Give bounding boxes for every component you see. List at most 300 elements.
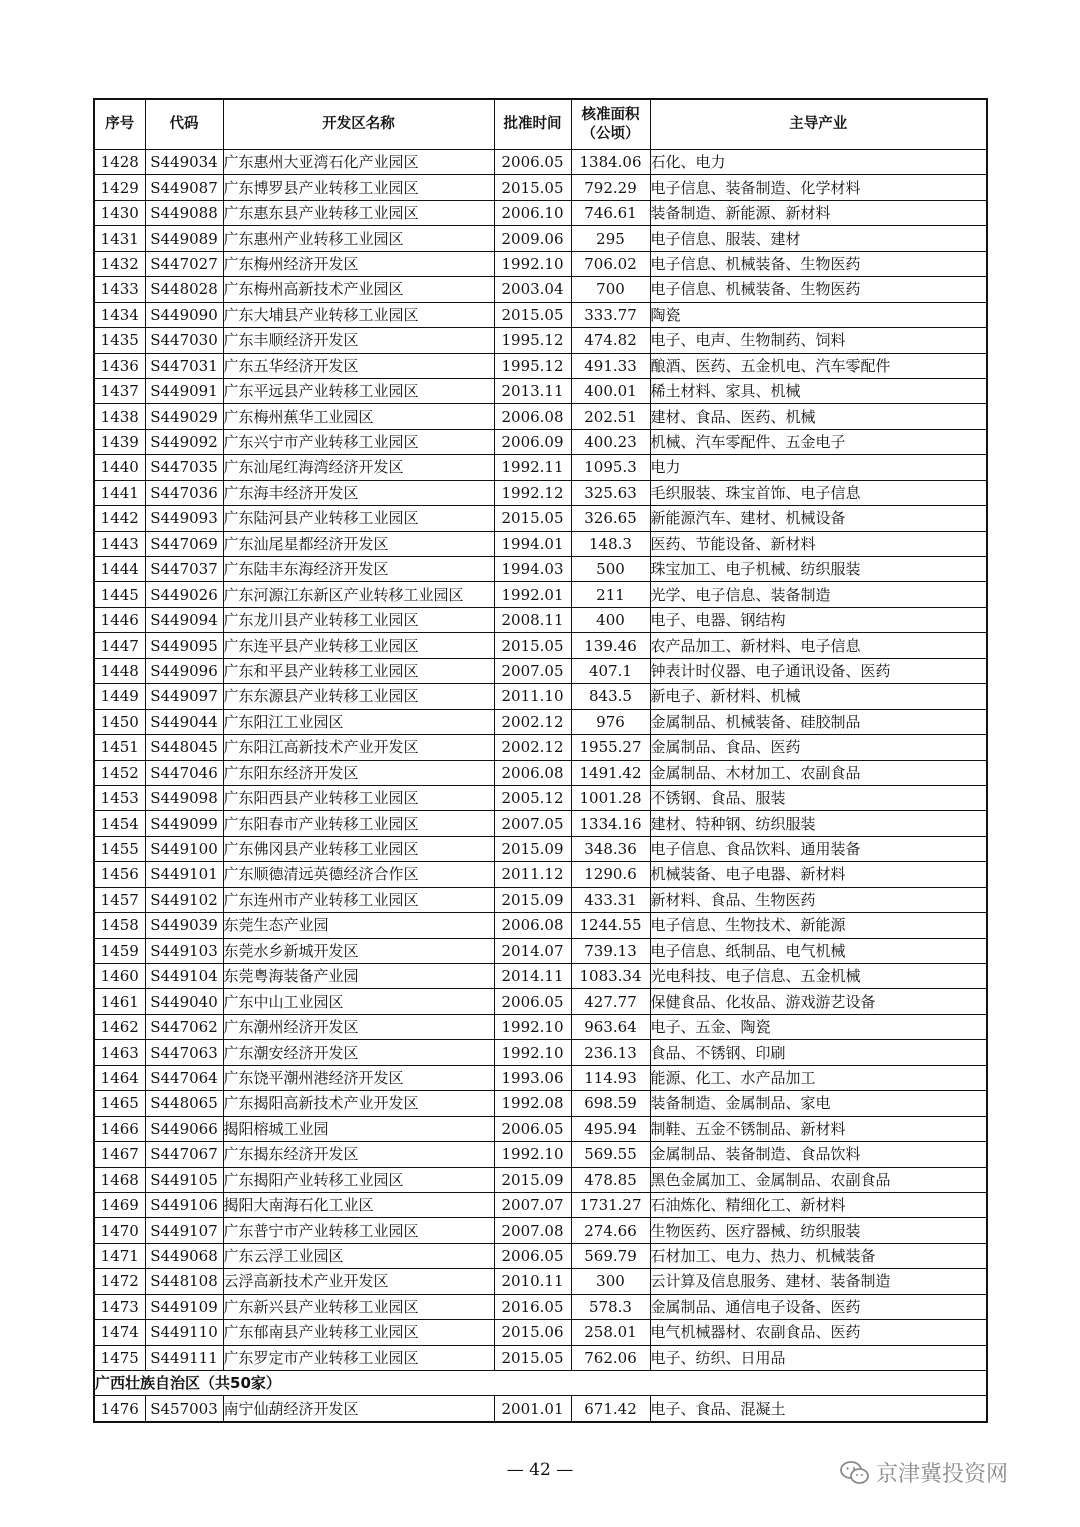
cell-approval-date: 2002.12 — [494, 735, 571, 760]
table-row — [94, 836, 987, 861]
cell-industry: 电子信息、生物技术、新能源 — [650, 913, 987, 938]
cell-area: 211 — [571, 582, 650, 607]
cell-industry: 农产品加工、新材料、电子信息 — [650, 633, 987, 658]
cell-area: 400.01 — [571, 378, 650, 403]
cell-zone-name: 广东阳江高新技术产业开发区 — [223, 735, 494, 760]
table-row — [94, 531, 987, 556]
cell-area: 400.23 — [571, 429, 650, 454]
cell-index: 1460 — [94, 964, 145, 989]
cell-zone-name: 广东揭阳产业转移工业园区 — [223, 1167, 494, 1192]
cell-approval-date: 2015.05 — [494, 506, 571, 531]
cell-industry: 新电子、新材料、机械 — [650, 684, 987, 709]
table-row — [94, 811, 987, 836]
cell-code: S449068 — [145, 1243, 223, 1268]
cell-area: 1384.06 — [571, 150, 650, 175]
cell-area: 792.29 — [571, 175, 650, 200]
cell-industry: 电子信息、机械装备、生物医药 — [650, 251, 987, 276]
table-row — [94, 226, 987, 251]
cell-index: 1454 — [94, 811, 145, 836]
cell-index: 1463 — [94, 1040, 145, 1065]
cell-industry: 金属制品、木材加工、农副食品 — [650, 760, 987, 785]
header-code: 代码 — [145, 99, 223, 150]
cell-zone-name: 广东龙川县产业转移工业园区 — [223, 607, 494, 632]
cell-index: 1472 — [94, 1269, 145, 1294]
cell-zone-name: 广东陆丰东海经济开发区 — [223, 557, 494, 582]
cell-approval-date: 2007.05 — [494, 658, 571, 683]
table-row — [94, 735, 987, 760]
cell-approval-date: 1995.12 — [494, 353, 571, 378]
table-row — [94, 760, 987, 785]
cell-industry: 生物医药、医疗器械、纺织服装 — [650, 1218, 987, 1243]
cell-area: 114.93 — [571, 1065, 650, 1090]
cell-code: S449100 — [145, 836, 223, 861]
header-area — [571, 99, 650, 150]
cell-index: 1475 — [94, 1345, 145, 1370]
cell-code: S449097 — [145, 684, 223, 709]
cell-code: S449098 — [145, 785, 223, 810]
cell-code: S449096 — [145, 658, 223, 683]
cell-area: 1491.42 — [571, 760, 650, 785]
cell-industry: 光学、电子信息、装备制造 — [650, 582, 987, 607]
cell-approval-date: 2007.08 — [494, 1218, 571, 1243]
cell-area: 578.3 — [571, 1294, 650, 1319]
watermark-text: 京津冀投资网 — [876, 1462, 1009, 1487]
cell-code: S449101 — [145, 862, 223, 887]
cell-index: 1456 — [94, 862, 145, 887]
header-area-line2: （公顷） — [581, 125, 640, 142]
cell-zone-name: 广东连平县产业转移工业园区 — [223, 633, 494, 658]
table-row — [94, 709, 987, 734]
table-row — [94, 1192, 987, 1217]
cell-code: S449090 — [145, 302, 223, 327]
cell-code: S449095 — [145, 633, 223, 658]
cell-area: 569.79 — [571, 1243, 650, 1268]
cell-zone-name: 广东陆河县产业转移工业园区 — [223, 506, 494, 531]
table-row — [94, 1345, 987, 1370]
cell-approval-date: 2003.04 — [494, 277, 571, 302]
cell-area: 843.5 — [571, 684, 650, 709]
cell-area: 300 — [571, 1269, 650, 1294]
cell-index: 1476 — [94, 1396, 145, 1422]
table-row — [94, 1396, 987, 1422]
table-row — [94, 1116, 987, 1141]
cell-approval-date: 1993.06 — [494, 1065, 571, 1090]
cell-index: 1452 — [94, 760, 145, 785]
cell-approval-date: 1992.10 — [494, 1014, 571, 1039]
cell-approval-date: 2009.06 — [494, 226, 571, 251]
cell-zone-name: 广东汕尾红海湾经济开发区 — [223, 455, 494, 480]
cell-approval-date: 2006.05 — [494, 989, 571, 1014]
cell-index: 1455 — [94, 836, 145, 861]
table-row — [94, 175, 987, 200]
cell-area: 1334.16 — [571, 811, 650, 836]
cell-area: 348.36 — [571, 836, 650, 861]
header-date: 批准时间 — [494, 99, 571, 150]
cell-industry: 电子、五金、陶瓷 — [650, 1014, 987, 1039]
cell-index: 1458 — [94, 913, 145, 938]
table-row — [94, 1269, 987, 1294]
cell-approval-date: 2014.07 — [494, 938, 571, 963]
cell-area: 400 — [571, 607, 650, 632]
cell-approval-date: 2006.08 — [494, 913, 571, 938]
table-row — [94, 1091, 987, 1116]
cell-code: S449040 — [145, 989, 223, 1014]
cell-approval-date: 2015.09 — [494, 836, 571, 861]
cell-area: 258.01 — [571, 1320, 650, 1345]
cell-approval-date: 1995.12 — [494, 328, 571, 353]
cell-index: 1444 — [94, 557, 145, 582]
cell-zone-name: 广东河源江东新区产业转移工业园区 — [223, 582, 494, 607]
cell-industry: 钟表计时仪器、电子通讯设备、医药 — [650, 658, 987, 683]
cell-index: 1470 — [94, 1218, 145, 1243]
table-row — [94, 938, 987, 963]
cell-area: 762.06 — [571, 1345, 650, 1370]
header-name: 开发区名称 — [223, 99, 494, 150]
cell-area: 706.02 — [571, 251, 650, 276]
cell-approval-date: 1992.10 — [494, 1142, 571, 1167]
cell-industry: 能源、化工、水产品加工 — [650, 1065, 987, 1090]
table-row — [94, 378, 987, 403]
cell-zone-name: 广东云浮工业园区 — [223, 1243, 494, 1268]
cell-area: 976 — [571, 709, 650, 734]
table-row — [94, 200, 987, 225]
cell-index: 1443 — [94, 531, 145, 556]
cell-industry: 电气机械器材、农副食品、医药 — [650, 1320, 987, 1345]
cell-index: 1440 — [94, 455, 145, 480]
cell-approval-date: 2015.09 — [494, 1167, 571, 1192]
cell-index: 1465 — [94, 1091, 145, 1116]
cell-approval-date: 1994.01 — [494, 531, 571, 556]
cell-index: 1434 — [94, 302, 145, 327]
cell-index: 1474 — [94, 1320, 145, 1345]
cell-index: 1469 — [94, 1192, 145, 1217]
cell-zone-name: 广东兴宁市产业转移工业园区 — [223, 429, 494, 454]
cell-industry: 酿酒、医药、五金机电、汽车零配件 — [650, 353, 987, 378]
cell-area: 491.33 — [571, 353, 650, 378]
cell-zone-name: 广东普宁市产业转移工业园区 — [223, 1218, 494, 1243]
table-row — [94, 1014, 987, 1039]
cell-index: 1442 — [94, 506, 145, 531]
table-row — [94, 277, 987, 302]
cell-index: 1438 — [94, 404, 145, 429]
cell-zone-name: 揭阳榕城工业园 — [223, 1116, 494, 1141]
cell-industry: 石油炼化、精细化工、新材料 — [650, 1192, 987, 1217]
cell-approval-date: 2008.11 — [494, 607, 571, 632]
cell-approval-date: 2015.05 — [494, 1345, 571, 1370]
table-row — [94, 1167, 987, 1192]
cell-zone-name: 揭阳大南海石化工业区 — [223, 1192, 494, 1217]
cell-industry: 电子信息、纸制品、电气机械 — [650, 938, 987, 963]
cell-industry: 陶瓷 — [650, 302, 987, 327]
table-row — [94, 1320, 987, 1345]
cell-code: S449110 — [145, 1320, 223, 1345]
cell-approval-date: 2011.10 — [494, 684, 571, 709]
cell-index: 1429 — [94, 175, 145, 200]
table-row — [94, 887, 987, 912]
cell-industry: 金属制品、装备制造、食品饮料 — [650, 1142, 987, 1167]
cell-industry: 装备制造、金属制品、家电 — [650, 1091, 987, 1116]
cell-industry: 电子信息、机械装备、生物医药 — [650, 277, 987, 302]
table-row — [94, 1040, 987, 1065]
cell-code: S447031 — [145, 353, 223, 378]
cell-index: 1448 — [94, 658, 145, 683]
cell-zone-name: 广东五华经济开发区 — [223, 353, 494, 378]
cell-industry: 稀土材料、家具、机械 — [650, 378, 987, 403]
cell-index: 1462 — [94, 1014, 145, 1039]
cell-zone-name: 广东梅州蕉华工业园区 — [223, 404, 494, 429]
cell-code: S447062 — [145, 1014, 223, 1039]
cell-approval-date: 2011.12 — [494, 862, 571, 887]
cell-area: 963.64 — [571, 1014, 650, 1039]
table-row — [94, 862, 987, 887]
table-row — [94, 1294, 987, 1319]
cell-code: S449109 — [145, 1294, 223, 1319]
cell-approval-date: 2006.10 — [494, 200, 571, 225]
cell-industry: 金属制品、机械装备、硅胶制品 — [650, 709, 987, 734]
cell-approval-date: 2010.11 — [494, 1269, 571, 1294]
cell-zone-name: 广东郁南县产业转移工业园区 — [223, 1320, 494, 1345]
cell-code: S449034 — [145, 150, 223, 175]
watermark — [840, 1457, 1008, 1488]
cell-industry: 电子信息、装备制造、化学材料 — [650, 175, 987, 200]
cell-index: 1457 — [94, 887, 145, 912]
cell-approval-date: 2006.05 — [494, 150, 571, 175]
cell-zone-name: 广东汕尾星都经济开发区 — [223, 531, 494, 556]
cell-code: S447027 — [145, 251, 223, 276]
cell-code: S449103 — [145, 938, 223, 963]
cell-industry: 制鞋、五金不锈制品、新材料 — [650, 1116, 987, 1141]
cell-approval-date: 2005.12 — [494, 785, 571, 810]
cell-zone-name: 广东博罗县产业转移工业园区 — [223, 175, 494, 200]
cell-zone-name: 广东海丰经济开发区 — [223, 480, 494, 505]
cell-zone-name: 广东和平县产业转移工业园区 — [223, 658, 494, 683]
cell-code: S447030 — [145, 328, 223, 353]
cell-approval-date: 1992.12 — [494, 480, 571, 505]
table-row — [94, 557, 987, 582]
cell-zone-name: 广东惠州大亚湾石化产业园区 — [223, 150, 494, 175]
cell-index: 1453 — [94, 785, 145, 810]
cell-zone-name: 广东惠东县产业转移工业园区 — [223, 200, 494, 225]
table-row — [94, 404, 987, 429]
cell-index: 1471 — [94, 1243, 145, 1268]
cell-zone-name: 广东揭阳高新技术产业开发区 — [223, 1091, 494, 1116]
cell-industry: 电子、纺织、日用品 — [650, 1345, 987, 1370]
cell-code: S449092 — [145, 429, 223, 454]
cell-approval-date: 2006.05 — [494, 1243, 571, 1268]
table-row — [94, 429, 987, 454]
cell-zone-name: 南宁仙葫经济开发区 — [223, 1396, 494, 1422]
cell-area: 474.82 — [571, 328, 650, 353]
cell-code: S448065 — [145, 1091, 223, 1116]
table-row — [94, 1218, 987, 1243]
table-row — [94, 150, 987, 175]
cell-code: S447036 — [145, 480, 223, 505]
cell-code: S449091 — [145, 378, 223, 403]
cell-industry: 云计算及信息服务、建材、装备制造 — [650, 1269, 987, 1294]
cell-code: S449099 — [145, 811, 223, 836]
cell-zone-name: 广东佛冈县产业转移工业园区 — [223, 836, 494, 861]
table-row — [94, 251, 987, 276]
cell-zone-name: 广东饶平潮州港经济开发区 — [223, 1065, 494, 1090]
cell-industry: 珠宝加工、电子机械、纺织服装 — [650, 557, 987, 582]
cell-industry: 石材加工、电力、热力、机械装备 — [650, 1243, 987, 1268]
cell-approval-date: 1992.10 — [494, 1040, 571, 1065]
cell-zone-name: 广东揭东经济开发区 — [223, 1142, 494, 1167]
cell-area: 495.94 — [571, 1116, 650, 1141]
cell-zone-name: 广东罗定市产业转移工业园区 — [223, 1345, 494, 1370]
cell-area: 427.77 — [571, 989, 650, 1014]
cell-approval-date: 2013.11 — [494, 378, 571, 403]
cell-index: 1439 — [94, 429, 145, 454]
cell-index: 1449 — [94, 684, 145, 709]
cell-index: 1445 — [94, 582, 145, 607]
cell-area: 1244.55 — [571, 913, 650, 938]
cell-index: 1450 — [94, 709, 145, 734]
table-row — [94, 607, 987, 632]
cell-zone-name: 广东大埔县产业转移工业园区 — [223, 302, 494, 327]
cell-industry: 新材料、食品、生物医药 — [650, 887, 987, 912]
cell-index: 1430 — [94, 200, 145, 225]
cell-approval-date: 2014.11 — [494, 964, 571, 989]
cell-index: 1466 — [94, 1116, 145, 1141]
cell-area: 746.61 — [571, 200, 650, 225]
cell-code: S449026 — [145, 582, 223, 607]
cell-code: S449039 — [145, 913, 223, 938]
cell-code: S447046 — [145, 760, 223, 785]
cell-code: S449066 — [145, 1116, 223, 1141]
cell-approval-date: 2006.08 — [494, 760, 571, 785]
cell-area: 700 — [571, 277, 650, 302]
cell-area: 333.77 — [571, 302, 650, 327]
cell-code: S447064 — [145, 1065, 223, 1090]
cell-code: S448045 — [145, 735, 223, 760]
cell-code: S447037 — [145, 557, 223, 582]
table-body — [94, 150, 987, 1422]
table-row — [94, 964, 987, 989]
cell-index: 1432 — [94, 251, 145, 276]
cell-zone-name: 广东梅州经济开发区 — [223, 251, 494, 276]
cell-approval-date: 2007.05 — [494, 811, 571, 836]
development-zone-table — [93, 98, 988, 1423]
cell-zone-name: 广东平远县产业转移工业园区 — [223, 378, 494, 403]
cell-zone-name: 广东阳江工业园区 — [223, 709, 494, 734]
cell-industry: 装备制造、新能源、新材料 — [650, 200, 987, 225]
cell-area: 1083.34 — [571, 964, 650, 989]
cell-zone-name: 广东东源县产业转移工业园区 — [223, 684, 494, 709]
cell-zone-name: 广东丰顺经济开发区 — [223, 328, 494, 353]
cell-approval-date: 2006.08 — [494, 404, 571, 429]
cell-code: S449107 — [145, 1218, 223, 1243]
cell-approval-date: 2015.06 — [494, 1320, 571, 1345]
table-row — [94, 785, 987, 810]
cell-approval-date: 2007.07 — [494, 1192, 571, 1217]
cell-zone-name: 广东中山工业园区 — [223, 989, 494, 1014]
cell-approval-date: 2006.09 — [494, 429, 571, 454]
cell-area: 569.55 — [571, 1142, 650, 1167]
cell-index: 1435 — [94, 328, 145, 353]
cell-zone-name: 广东新兴县产业转移工业园区 — [223, 1294, 494, 1319]
cell-approval-date: 2015.05 — [494, 633, 571, 658]
cell-industry: 电力 — [650, 455, 987, 480]
cell-code: S449105 — [145, 1167, 223, 1192]
cell-industry: 电子信息、服装、建材 — [650, 226, 987, 251]
cell-index: 1446 — [94, 607, 145, 632]
cell-zone-name: 广东连州市产业转移工业园区 — [223, 887, 494, 912]
section-title: 广西壮族自治区（共50家） — [94, 1371, 987, 1396]
header-index: 序号 — [94, 99, 145, 150]
cell-area: 139.46 — [571, 633, 650, 658]
table-row — [94, 506, 987, 531]
cell-area: 274.66 — [571, 1218, 650, 1243]
cell-industry: 不锈钢、食品、服装 — [650, 785, 987, 810]
table-row — [94, 1243, 987, 1268]
header-industry: 主导产业 — [650, 99, 987, 150]
cell-area: 325.63 — [571, 480, 650, 505]
cell-area: 698.59 — [571, 1091, 650, 1116]
cell-zone-name: 东莞水乡新城开发区 — [223, 938, 494, 963]
cell-industry: 石化、电力 — [650, 150, 987, 175]
cell-area: 1001.28 — [571, 785, 650, 810]
cell-area: 1290.6 — [571, 862, 650, 887]
cell-index: 1428 — [94, 150, 145, 175]
cell-approval-date: 1992.11 — [494, 455, 571, 480]
header-area-line1: 核准面积 — [581, 106, 640, 123]
cell-approval-date: 2015.05 — [494, 302, 571, 327]
cell-industry: 电子信息、食品饮料、通用装备 — [650, 836, 987, 861]
page-number: — 42 — — [506, 1460, 574, 1480]
cell-industry: 食品、不锈钢、印刷 — [650, 1040, 987, 1065]
cell-approval-date: 1994.03 — [494, 557, 571, 582]
table-row — [94, 658, 987, 683]
cell-area: 202.51 — [571, 404, 650, 429]
cell-index: 1433 — [94, 277, 145, 302]
cell-code: S447035 — [145, 455, 223, 480]
cell-code: S449087 — [145, 175, 223, 200]
table-row — [94, 913, 987, 938]
table-row — [94, 328, 987, 353]
cell-industry: 机械装备、电子电器、新材料 — [650, 862, 987, 887]
cell-zone-name: 东莞粤海装备产业园 — [223, 964, 494, 989]
cell-code: S447069 — [145, 531, 223, 556]
cell-area: 671.42 — [571, 1396, 650, 1422]
cell-code: S449094 — [145, 607, 223, 632]
cell-index: 1467 — [94, 1142, 145, 1167]
cell-code: S457003 — [145, 1396, 223, 1422]
cell-industry: 电子、电器、钢结构 — [650, 607, 987, 632]
cell-area: 500 — [571, 557, 650, 582]
wechat-icon — [840, 1460, 870, 1486]
table-row — [94, 633, 987, 658]
cell-industry: 医药、节能设备、新材料 — [650, 531, 987, 556]
cell-index: 1437 — [94, 378, 145, 403]
cell-approval-date: 2016.05 — [494, 1294, 571, 1319]
cell-index: 1447 — [94, 633, 145, 658]
cell-code: S447067 — [145, 1142, 223, 1167]
cell-code: S449089 — [145, 226, 223, 251]
cell-code: S449088 — [145, 200, 223, 225]
cell-code: S449029 — [145, 404, 223, 429]
cell-index: 1464 — [94, 1065, 145, 1090]
cell-approval-date: 2001.01 — [494, 1396, 571, 1422]
cell-index: 1436 — [94, 353, 145, 378]
cell-industry: 电子、电声、生物制药、饲料 — [650, 328, 987, 353]
cell-zone-name: 广东阳西县产业转移工业园区 — [223, 785, 494, 810]
cell-industry: 金属制品、食品、医药 — [650, 735, 987, 760]
table-row — [94, 989, 987, 1014]
table-row — [94, 353, 987, 378]
cell-code: S448108 — [145, 1269, 223, 1294]
cell-index: 1473 — [94, 1294, 145, 1319]
